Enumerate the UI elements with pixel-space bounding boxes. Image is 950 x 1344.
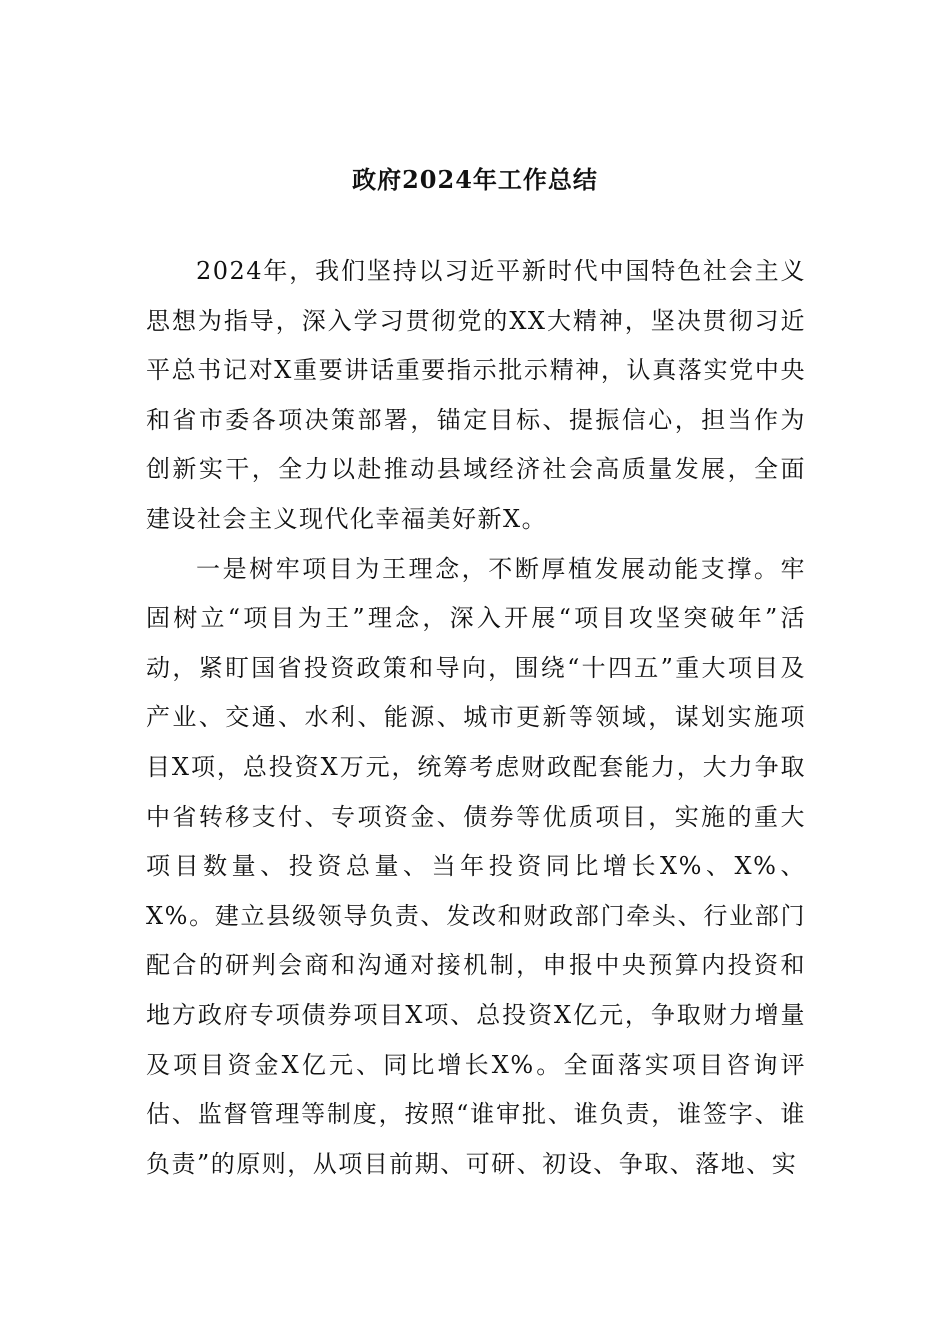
document-title: 政府2024年工作总结 (352, 165, 598, 194)
document-body (146, 247, 806, 1189)
paragraph-projects: 一是树牢项目为王理念，不断厚植发展动能支撑。牢固树立“项目为王”理念，深入开展“项目攻坚突破年”活动，紧盯国省投资政策和导向，围绕“十四五”重大项目及产业、交通、水利、能源、城市更新等领域，谋划实施项目X项，总投资X万元，统筹考虑财政配套能力，大力争取中省转移支付、专项资金、债券等优质项目，实施的重大项目数量、投资总量、当年投资同比增长X%、X%、X%。建立县级领导负责、发改和财政部门牵头、行业部门配合的研判会商和沟通对接机制，申报中央预算内投资和地方政府专项债券项目X项、总投资X亿元，争取财力增量及项目资金X亿元、同比增长X%。全面落实项目咨询评估、监督管理等制度，按照“谁审批、谁负责，谁签字、谁负责”的原则，从项目前期、可研、初设、争取、落地、实 (146, 554, 806, 1178)
paragraph-intro: 2024年，我们坚持以习近平新时代中国特色社会主义思想为指导，深入学习贯彻党的XX大精神，坚决贯彻习近平总书记对X重要讲话重要指示批示精神，认真落实党中央和省市委各项决策部署，锚定目标、提振信心，担当作为创新实干，全力以赴推动县域经济社会高质量发展，全面建设社会主义现代化幸福美好新X。 (146, 257, 806, 533)
